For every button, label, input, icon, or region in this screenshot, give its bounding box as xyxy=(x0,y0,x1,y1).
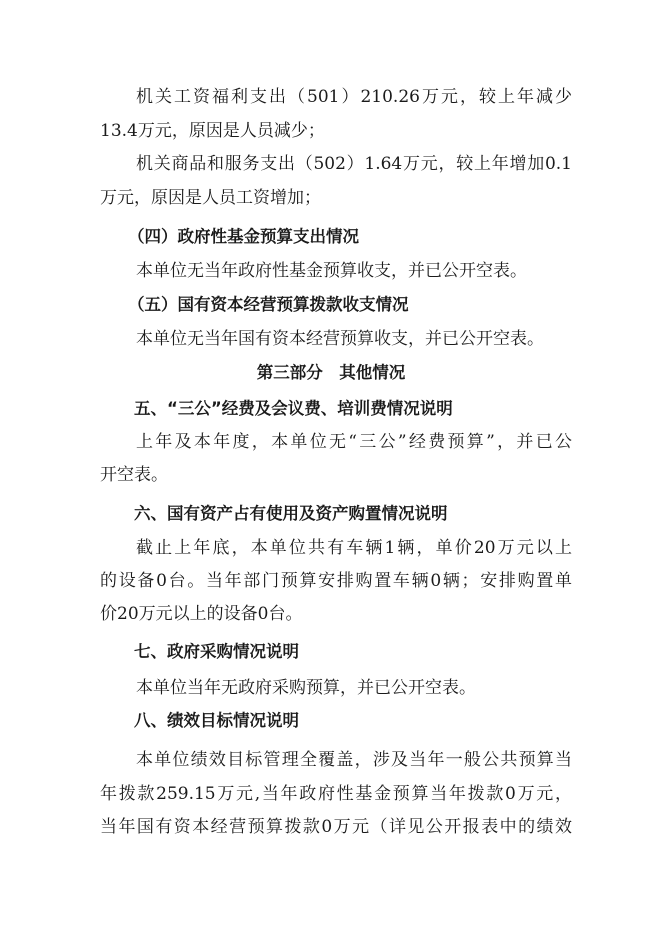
part-heading: 第三部分 其他情况 xyxy=(256,363,406,382)
paragraph-line: 本单位当年无政府采购预算，并已公开空表。 xyxy=(136,678,476,698)
paragraph-line: 价20万元以上的设备0台。 xyxy=(100,604,303,624)
paragraph-line: 机关商品和服务支出（502）1.64万元，较上年增加0.1 xyxy=(136,154,572,174)
section-heading: 六、国有资产占有使用及资产购置情况说明 xyxy=(134,504,448,523)
paragraph-line: 机关工资福利支出（501）210.26万元，较上年减少 xyxy=(136,87,572,107)
section-heading: 五、“三公”经费及会议费、培训费情况说明 xyxy=(134,399,453,418)
paragraph-line: 本单位无当年政府性基金预算收支，并已公开空表。 xyxy=(136,261,527,281)
paragraph-line: 13.4万元，原因是人员减少； xyxy=(100,121,325,141)
paragraph-line: 年拨款259.15万元,当年政府性基金预算当年拨款0万元， xyxy=(100,784,572,804)
section-heading: 八、绩效目标情况说明 xyxy=(134,711,299,730)
paragraph-line: 本单位无当年国有资本经营预算收支，并已公开空表。 xyxy=(136,329,544,349)
section-heading: （五）国有资本经营预算拨款收支情况 xyxy=(128,295,409,314)
section-heading: 七、政府采购情况说明 xyxy=(134,642,299,661)
paragraph-line: 截止上年底，本单位共有车辆1辆，单价20万元以上 xyxy=(136,538,572,558)
paragraph-line: 的设备0台。当年部门预算安排购置车辆0辆；安排购置单 xyxy=(100,571,572,591)
paragraph-line: 当年国有资本经营预算拨款0万元（详见公开报表中的绩效 xyxy=(100,817,572,837)
paragraph-line: 上年及本年度，本单位无“三公”经费预算”，并已公 xyxy=(136,432,572,452)
section-heading: （四）政府性基金预算支出情况 xyxy=(128,227,359,246)
paragraph-line: 本单位绩效目标管理全覆盖，涉及当年一般公共预算当 xyxy=(136,750,572,770)
paragraph-line: 万元，原因是人员工资增加； xyxy=(100,188,321,208)
paragraph-line: 开空表。 xyxy=(100,465,168,485)
